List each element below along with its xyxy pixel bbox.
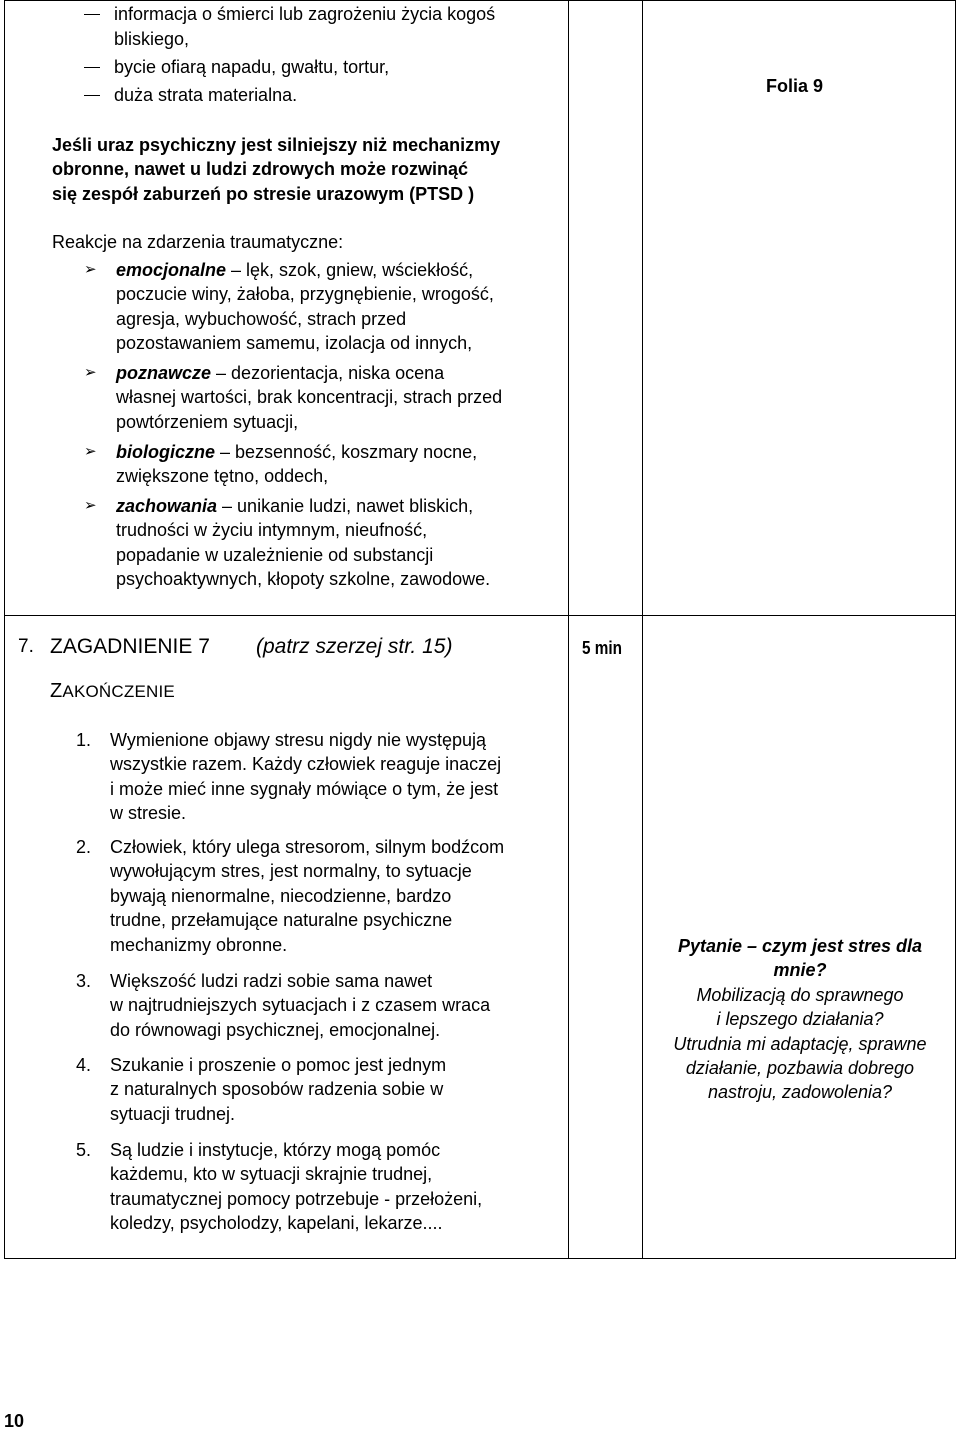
item-text: sytuacji trudnej. [110, 1103, 236, 1124]
reaction-text: agresja, wybuchowość, strach przed [116, 308, 407, 329]
note-answer: i lepszego działania? [716, 1009, 884, 1030]
duration-label: 5 min [582, 638, 622, 658]
reaction-text: pozostawaniem samemu, izolacja od innych, [116, 333, 473, 354]
reaction-text: – bezsenność, koszmary nocne, [215, 442, 478, 462]
arrowhead-bullet-icon: ➢ [84, 261, 97, 278]
table-bottom-border [4, 1258, 956, 1259]
item-text: koledzy, psycholodzy, kapelani, lekarze.... [110, 1213, 443, 1234]
item-text: w najtrudniejszych sytuacjach i z czasem wraca [110, 995, 491, 1016]
reaction-term: emocjonalne [116, 260, 227, 280]
section-title: ZAGADNIENIE 7 [50, 635, 210, 658]
item-text: i może mieć inne sygnały mówiące o tym, że jest [110, 778, 499, 799]
reaction-text: psychoaktywnych, kłopoty szkolne, zawodowe. [116, 569, 491, 590]
reaction-text: zwiększone tętno, oddech, [116, 466, 329, 487]
note-question: Pytanie – czym jest stres dla [677, 936, 923, 956]
item-number: 2. [76, 837, 92, 857]
section-reference: (patrz szerzej str. 15) [256, 635, 453, 658]
item-number: 3. [76, 971, 92, 991]
reaction-text: poczucie winy, żałoba, przygnębienie, wrogość, [116, 284, 494, 305]
reaction-text: własnej wartości, brak koncentracji, strach przed [116, 387, 503, 408]
note-answer: Mobilizacją do sprawnego [696, 984, 904, 1005]
dash-bullet [84, 14, 100, 15]
item-text: trudne, przełamujące naturalne psychiczne [110, 910, 453, 931]
note-answer: działanie, pozbawia dobrego [685, 1058, 915, 1079]
dash-bullet [84, 95, 100, 96]
item-text: Większość ludzi radzi sobie sama nawet [110, 971, 433, 991]
note-question: mnie? [773, 960, 827, 981]
reaction-term: biologiczne [116, 442, 215, 462]
item-text: każdemu, kto w sytuacji skrajnie trudnej, [110, 1164, 433, 1185]
item-text: w stresie. [110, 803, 187, 824]
item-text: bywają nienormalne, niecodzienne, bardzo [110, 885, 452, 906]
item-text: traumatycznej pomocy potrzebuje - przełożeni, [110, 1188, 483, 1209]
list-item-text: bycie ofiarą napadu, gwałtu, tortur, [114, 57, 390, 77]
trainer-note [640, 934, 960, 1105]
list-item-text: bliskiego, [114, 29, 190, 49]
reaction-text: – lęk, szok, gniew, wściekłość, [226, 260, 474, 280]
statement-line: Jeśli uraz psychiczny jest silniejszy niż mechanizmy [52, 135, 501, 155]
item-text: mechanizmy obronne. [110, 934, 288, 955]
item-text: Człowiek, który ulega stresorom, silnym bodźcom [110, 837, 505, 857]
item-text: z naturalnych sposobów radzenia sobie w [110, 1079, 444, 1100]
table-left-border [4, 0, 5, 1259]
statement-line: się zespół zaburzeń po stresie urazowym (PTSD ) [52, 183, 475, 204]
item-number: 4. [76, 1055, 92, 1075]
note-answer: nastroju, zadowolenia? [707, 1082, 893, 1103]
table-row-divider [4, 615, 956, 616]
arrowhead-bullet-icon: ➢ [84, 364, 97, 381]
reaction-text: – dezorientacja, niska ocena [211, 363, 445, 383]
list-item-text: duża strata materialna. [114, 85, 298, 105]
dash-bullet [84, 67, 100, 68]
ptsd-statement [52, 133, 500, 206]
slide-reference: Folia 9 [766, 76, 824, 96]
reaction-term: poznawcze [116, 363, 212, 383]
item-number: 1. [76, 730, 92, 750]
item-text: wszystkie razem. Każdy człowiek reaguje inaczej [110, 754, 502, 775]
reaction-text: popadanie w uzależnienie od substancji [116, 544, 434, 565]
item-text: Wymienione objawy stresu nigdy nie występują [110, 730, 487, 750]
arrowhead-bullet-icon: ➢ [84, 497, 97, 514]
item-number: 5. [76, 1140, 92, 1160]
item-text: Szukanie i proszenie o pomoc jest jednym [110, 1055, 447, 1075]
subheading-rest: AKOŃCZENIE [62, 682, 175, 701]
item-text: wywołującym stres, jest normalny, to sytuacje [110, 861, 472, 882]
item-text: Są ludzie i instytucje, którzy mogą pomóc [110, 1140, 441, 1160]
item-text: do równowagi psychicznej, emocjonalnej. [110, 1019, 441, 1040]
section-number: 7. [18, 636, 34, 657]
reaction-term: zachowania [116, 496, 218, 516]
list-item-text: informacja o śmierci lub zagrożeniu życia kogoś [114, 4, 496, 24]
section-subheading [50, 680, 175, 703]
reaction-text: trudności w życiu intymnym, nieufność, [116, 520, 428, 541]
statement-line: obronne, nawet u ludzi zdrowych może rozwinąć [52, 159, 469, 180]
reaction-text: – unikanie ludzi, nawet bliskich, [217, 496, 474, 516]
note-answer: Utrudnia mi adaptację, sprawne [673, 1033, 927, 1054]
subheading-initial: Z [50, 680, 63, 702]
arrowhead-bullet-icon: ➢ [84, 443, 97, 460]
reactions-heading: Reakcje na zdarzenia traumatyczne: [52, 232, 344, 252]
page-number: 10 [4, 1411, 25, 1431]
table-top-border [4, 0, 956, 1]
reaction-text: powtórzeniem sytuacji, [116, 411, 299, 432]
